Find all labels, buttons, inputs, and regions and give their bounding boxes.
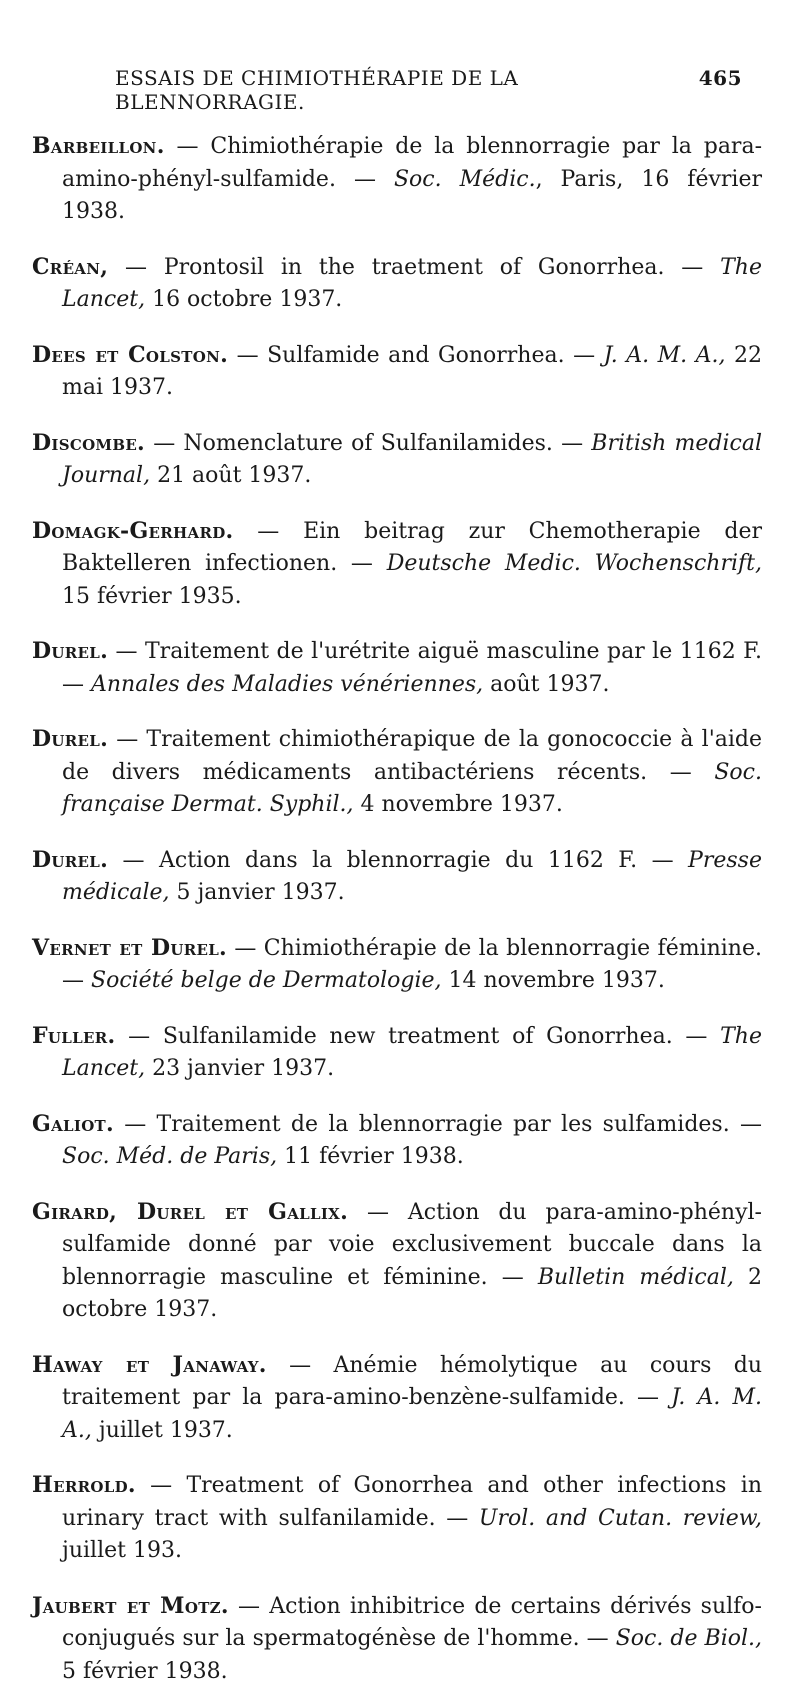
- running-header: [115, 66, 742, 114]
- entry-title: — Prontosil in the traetment of Gonorrhea. —: [108, 254, 721, 280]
- entry-date: 5 janvier 1937.: [169, 880, 345, 905]
- entry-source: Société belge de Dermatologie,: [91, 968, 442, 993]
- entry-title: — Action dans la blennorragie du 1162 F. —: [108, 847, 689, 873]
- entry-author: Girard, Durel et Gallix.: [32, 1198, 349, 1225]
- entry-date: 16 octobre 1937.: [145, 287, 343, 312]
- entry-title: — Action inhibitrice de certains dérivés sulfo-conjugués sur la spermatogénèse de l'homme. —: [62, 1593, 762, 1651]
- bibliography-entry: [32, 427, 762, 493]
- bibliography-entry: [32, 251, 762, 317]
- bibliography-entry: [32, 635, 762, 701]
- entry-author: Durel.: [32, 846, 109, 873]
- entry-source: Soc. de Biol.,: [615, 1626, 762, 1651]
- entry-author: Discombe.: [32, 429, 146, 456]
- page-number: 465: [698, 66, 742, 90]
- entry-author: Haway et Janaway.: [32, 1351, 267, 1378]
- bibliography-entry: [32, 1108, 762, 1174]
- entry-title: — Traitement de l'urétrite aiguë masculine par le 1162 F. —: [62, 639, 762, 697]
- entry-source: Soc. française Dermat. Syphil.,: [62, 759, 762, 817]
- entry-source: British medical Journal,: [62, 430, 762, 488]
- entry-source: Soc. Méd. de Paris,: [62, 1144, 278, 1169]
- bibliography-entry: [32, 723, 762, 822]
- entry-date: 5 février 1938.: [62, 1658, 228, 1684]
- entry-source: Annales des Maladies vénériennes,: [91, 671, 484, 697]
- entry-date: 2 octobre 1937.: [62, 1264, 762, 1322]
- bibliography-entry: [32, 932, 762, 998]
- entry-author: Fuller.: [32, 1022, 116, 1049]
- bibliography-entry: [32, 1349, 762, 1448]
- entry-source: Bulletin médical,: [537, 1264, 734, 1290]
- entry-author: Vernet et Durel.: [32, 934, 228, 961]
- bibliography-entry: [32, 1020, 762, 1086]
- entry-source: Presse médicale,: [62, 847, 762, 905]
- bibliography-entry: [32, 515, 762, 614]
- entry-title: — Traitement de la blennorragie par les sulfamides. —: [113, 1111, 762, 1137]
- entry-source: Soc. Médic.: [393, 166, 536, 192]
- entry-author: Domagk-Gerhard.: [32, 517, 234, 544]
- bibliography-entry: [32, 1590, 762, 1689]
- entry-title: — Treatment of Gonorrhea and other infections in urinary tract with sulfanilamide. —: [62, 1473, 762, 1531]
- entry-title: — Chimiothérapie de la blennorragie par la para-amino-phényl-sulfamide. —: [62, 134, 762, 192]
- entry-title: — Traitement chimiothérapique de la gonococcie à l'aide de divers médicaments antibactériens récents. —: [62, 727, 762, 785]
- bibliography-entry: [32, 1196, 762, 1327]
- bibliography-entry: [32, 130, 762, 229]
- bibliography-list: [32, 108, 762, 1699]
- entry-date: août 1937.: [483, 671, 610, 697]
- entry-date: 11 février 1938.: [277, 1144, 464, 1169]
- entry-date: 21 août 1937.: [150, 463, 312, 488]
- entry-title: — Sulfamide and Gonorrhea. —: [228, 342, 604, 368]
- entry-author: Herrold.: [32, 1472, 136, 1498]
- entry-date: 22 mai 1937.: [62, 342, 763, 400]
- bibliography-entry: [32, 1469, 762, 1568]
- bibliography-entry: [32, 844, 762, 910]
- entry-source: J. A. M. A.,: [62, 1385, 762, 1443]
- entry-author: Créan,: [32, 253, 109, 280]
- entry-source: The Lancet,: [62, 1023, 762, 1081]
- entry-source: Deutsche Medic. Wochenschrift,: [386, 551, 762, 576]
- entry-date: juillet 1937.: [91, 1417, 233, 1443]
- entry-author: Jaubert et Motz.: [32, 1592, 229, 1619]
- entry-source: The Lancet,: [62, 254, 762, 312]
- entry-date: 4 novembre 1937.: [353, 792, 563, 817]
- entry-title: — Action du para-amino-phényl-sulfamide donné par voie exclusivement buccale dans la blennorragie masculine et féminine. —: [62, 1199, 762, 1290]
- entry-title: — Chimiothérapie de la blennorragie féminine. —: [62, 935, 762, 993]
- entry-title: — Sulfanilamide new treatment of Gonorrhea. —: [115, 1023, 721, 1049]
- entry-title: — Anémie hémolytique au cours du traitement par la para-amino-benzène-sulfamide. —: [62, 1352, 762, 1410]
- entry-author: Dees et Colston.: [32, 341, 229, 368]
- bibliography-entry: [32, 339, 762, 405]
- entry-date: juillet 193.: [62, 1538, 182, 1563]
- entry-author: Durel.: [32, 726, 109, 752]
- entry-source: Urol. and Cutan. review,: [478, 1505, 762, 1531]
- entry-author: Barbeillon.: [32, 133, 165, 159]
- entry-author: Galiot.: [32, 1110, 114, 1137]
- entry-title: — Nomenclature of Sulfanilamides. —: [145, 430, 592, 456]
- entry-source: J. A. M. A.,: [603, 342, 726, 368]
- entry-title: — Ein beitrag zur Chemotherapie der Baktelleren infectionen. —: [62, 518, 762, 576]
- entry-author: Durel.: [32, 638, 109, 664]
- entry-date: 14 novembre 1937.: [441, 968, 665, 993]
- entry-date: 15 février 1935.: [62, 583, 242, 609]
- running-title: ESSAIS DE CHIMIOTHÉRAPIE DE LA BLENNORRAGIE.: [115, 66, 519, 114]
- entry-date: 23 janvier 1937.: [145, 1056, 335, 1081]
- entry-date: , Paris, 16 février 1938.: [62, 166, 762, 224]
